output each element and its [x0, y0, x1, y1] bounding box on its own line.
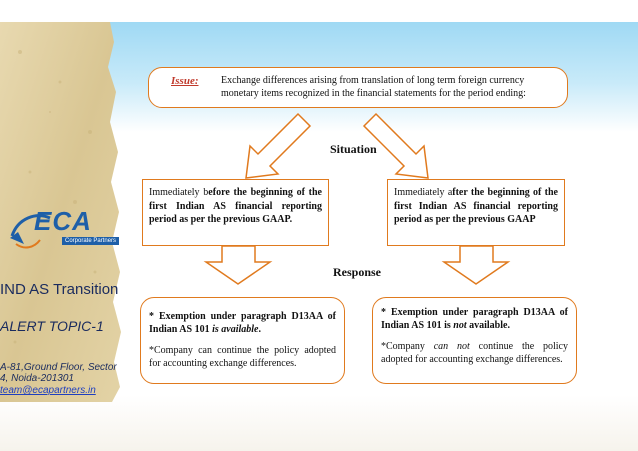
response-not-available-heading: [381, 306, 568, 332]
sidebar-alert-topic: ALERT TOPIC-1: [0, 318, 104, 334]
response-heading: Response: [333, 265, 382, 279]
situation-after-text: [394, 186, 558, 227]
logo-text: ECA: [34, 206, 92, 236]
response-available-heading-pre: * Exemption under paragraph D13AA of Indian AS 101: [149, 311, 336, 335]
response-not-available-heading-em: not: [453, 320, 467, 331]
address-line-2: 4, Noida-201301: [0, 373, 74, 384]
response-available-heading-em: is available: [212, 324, 259, 335]
sidebar-email-link[interactable]: team@ecapartners.in: [0, 385, 96, 396]
response-not-available-note: [381, 340, 568, 366]
response-not-available-text: [381, 306, 568, 374]
response-not-available-note-pre: *Company: [381, 341, 434, 352]
issue-label: Issue:: [171, 75, 199, 87]
situation-before-text: [149, 186, 322, 227]
situation-before-pre: Immediately b: [149, 187, 209, 198]
situation-heading: Situation: [330, 142, 377, 156]
situation-after-pre: Immediately a: [394, 187, 453, 198]
response-available-note: *Company can continue the policy adopted for accounting exchange differences.: [149, 345, 336, 369]
situation-before-bold: efore the beginning of the first Indian AS financial reporting period as per the previous GAAP.: [149, 187, 322, 225]
situation-before-box: [142, 179, 329, 246]
response-not-available-note-post: continue the policy adopted for accounting exchange differences.: [381, 341, 568, 365]
address-line-1: A-81,Ground Floor, Sector: [0, 362, 117, 373]
situation-after-box: [387, 179, 565, 246]
logo-subtitle: Corporate Partners: [62, 237, 119, 245]
arrow-down-right-response-icon: [444, 246, 508, 284]
response-available-heading: [149, 310, 336, 336]
response-not-available-note-em: can not: [433, 341, 470, 352]
response-not-available-heading-post: available.: [466, 320, 510, 331]
sidebar-title: IND AS Transition: [0, 281, 119, 298]
response-available-box: [140, 297, 345, 384]
arrow-down-left-response-icon: [206, 246, 270, 284]
response-not-available-box: [372, 297, 577, 384]
response-available-heading-post: .: [258, 324, 261, 335]
response-available-text: [149, 310, 336, 378]
arrow-down-left-icon: [246, 114, 310, 178]
response-not-available-heading-pre: * Exemption under paragraph D13AA of Indian AS 101 is: [381, 307, 568, 331]
situation-after-bold: fter the beginning of the first Indian AS financial reporting period as per the previous GAAP: [394, 187, 558, 225]
issue-text: Exchange differences arising from translation of long term foreign currency monetary items recognized in the financial statements for the period ending:: [221, 75, 526, 99]
